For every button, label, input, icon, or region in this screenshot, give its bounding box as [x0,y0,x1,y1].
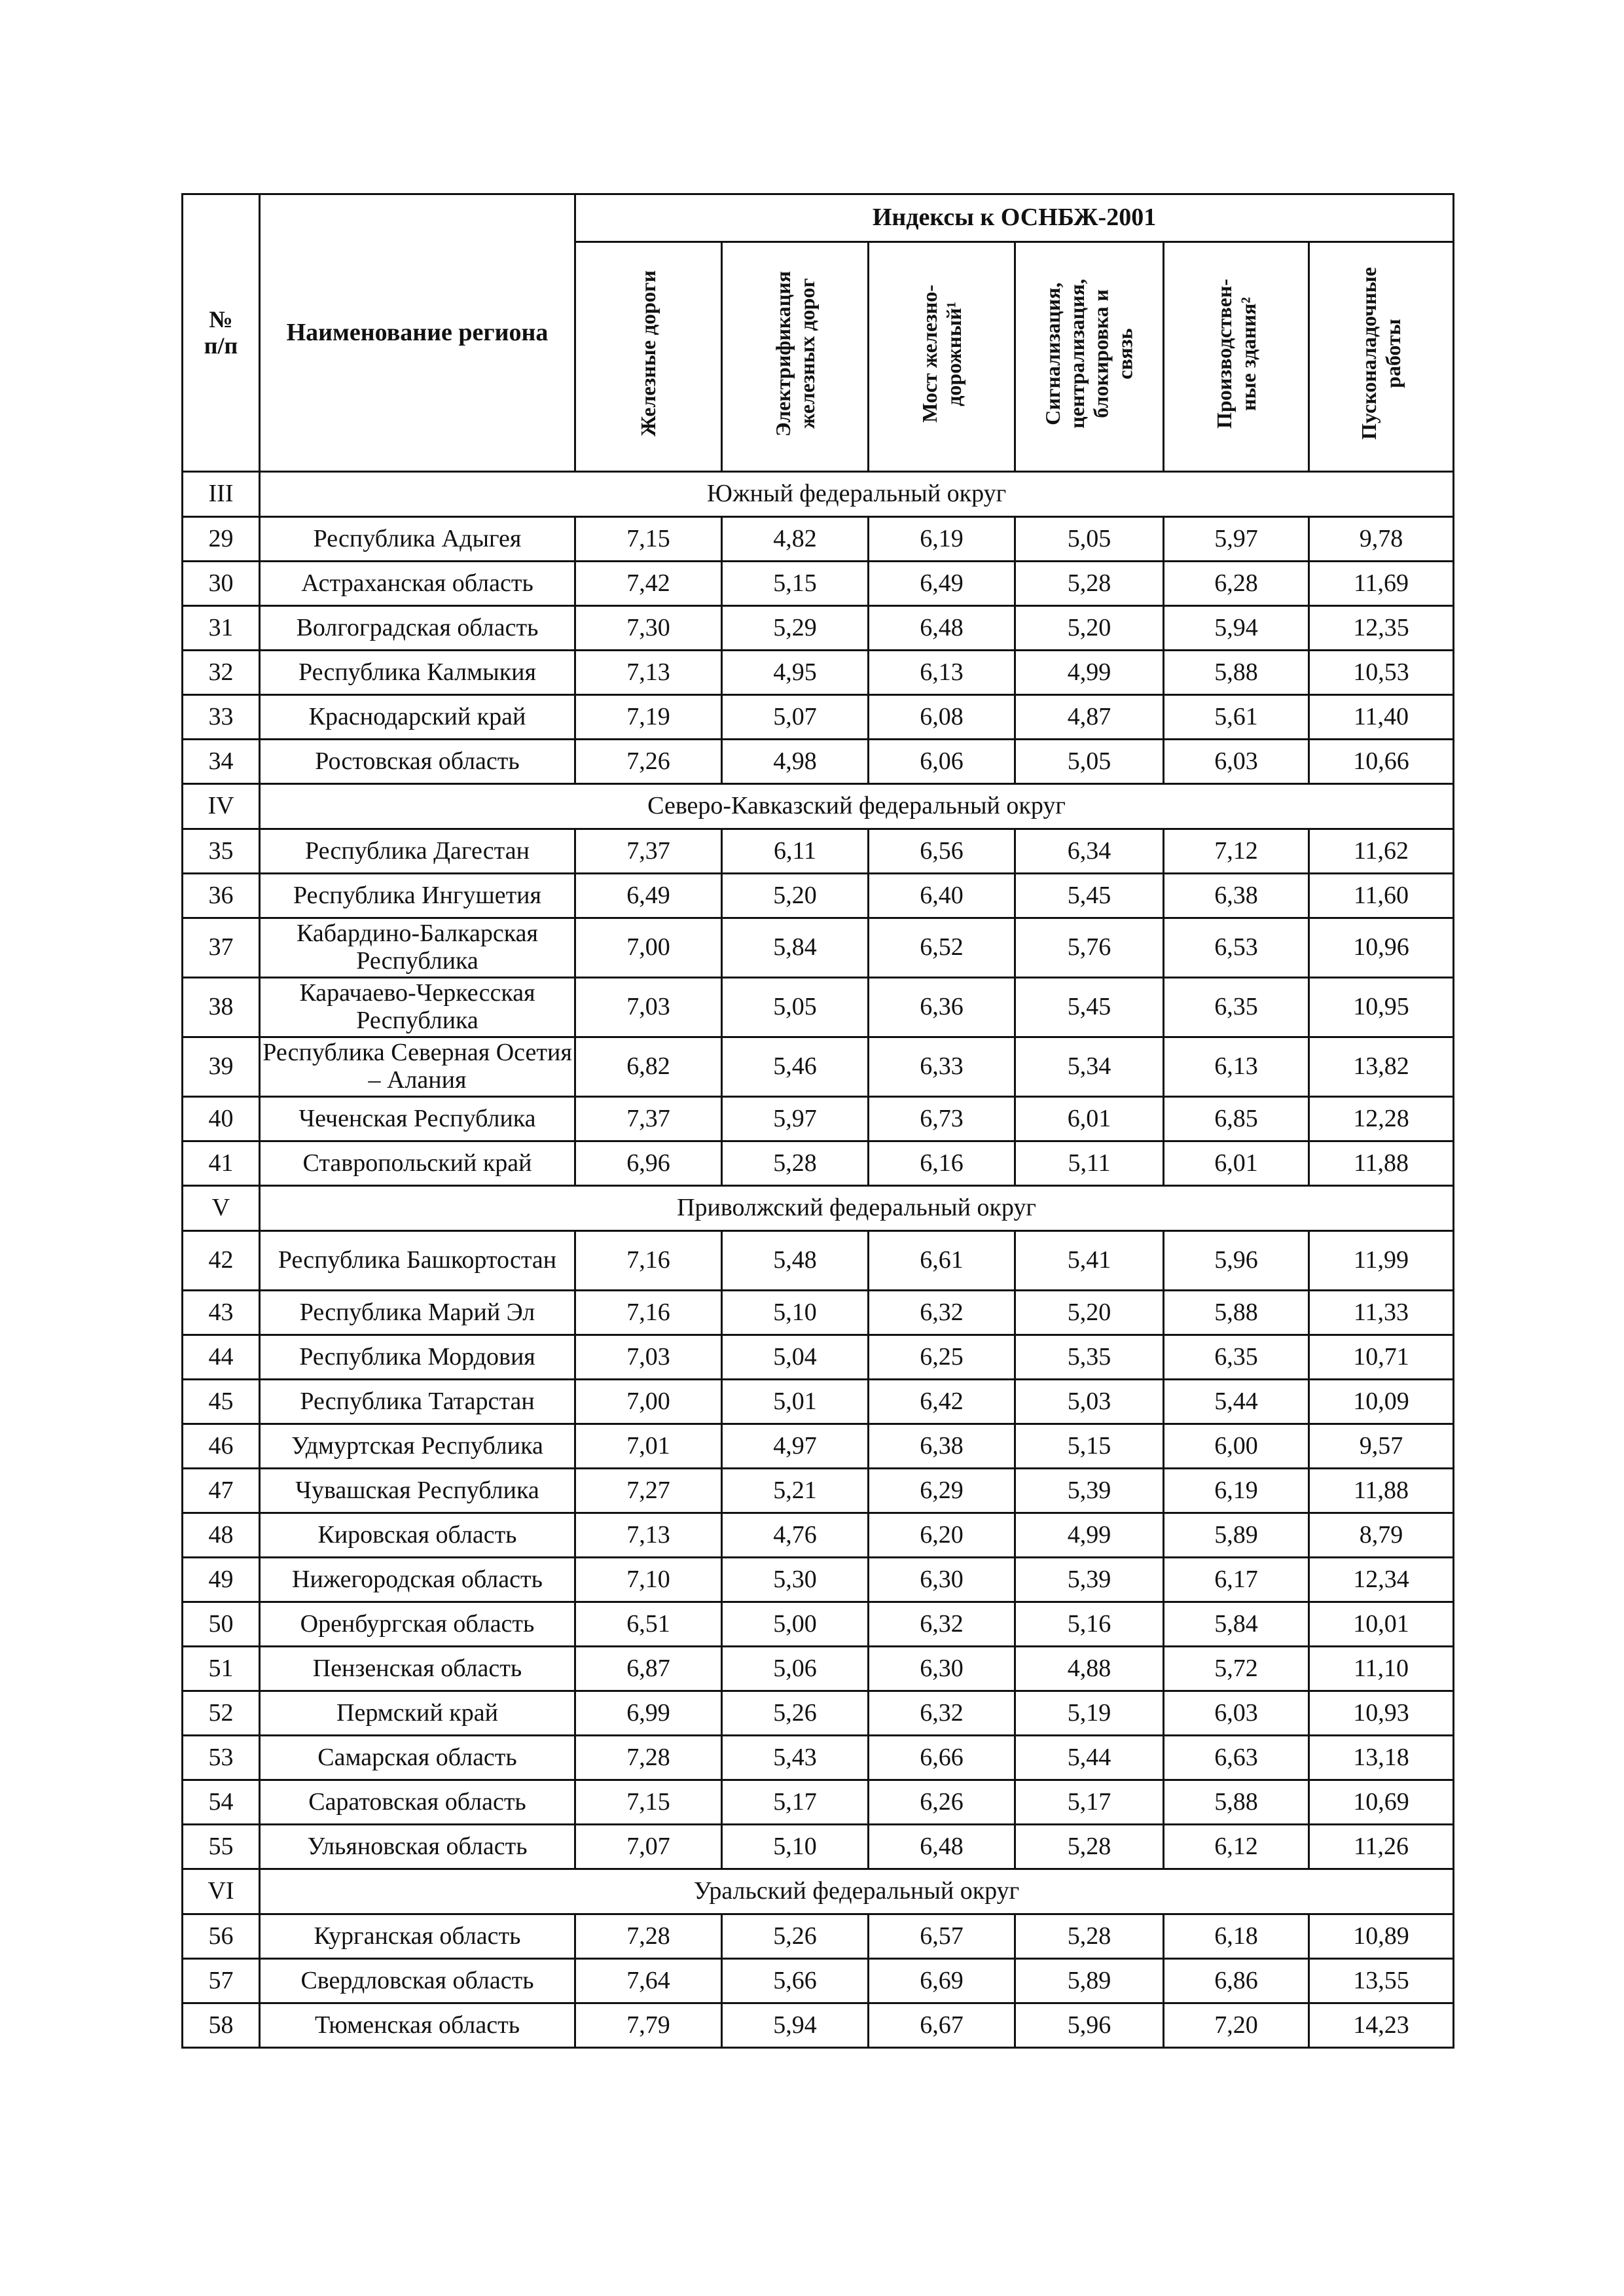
index-value: 7,13 [575,1513,722,1558]
section-district-title: Уральский федеральный округ [260,1869,1454,1914]
row-number: 58 [183,2003,260,2048]
index-value: 11,10 [1309,1647,1454,1691]
index-value: 6,85 [1164,1097,1309,1141]
index-value: 5,39 [1015,1558,1164,1602]
index-value: 5,39 [1015,1469,1164,1513]
index-value: 10,93 [1309,1691,1454,1736]
table-row [183,695,1454,740]
table-row [183,562,1454,606]
region-name: Удмуртская Республика [260,1424,575,1469]
row-number: 57 [183,1959,260,2003]
index-value: 5,26 [722,1914,869,1959]
index-value: 10,96 [1309,918,1454,978]
section-header-row [183,1869,1454,1914]
index-value: 5,72 [1164,1647,1309,1691]
index-value: 6,17 [1164,1558,1309,1602]
index-value: 7,00 [575,1380,722,1424]
index-value: 5,05 [1015,517,1164,562]
index-value: 6,66 [869,1736,1015,1780]
index-value: 6,99 [575,1691,722,1736]
index-value: 9,57 [1309,1424,1454,1469]
section-roman-numeral: IV [183,784,260,829]
index-value: 8,79 [1309,1513,1454,1558]
index-value: 5,29 [722,606,869,651]
row-number: 30 [183,562,260,606]
region-name: Ростовская область [260,740,575,784]
row-number: 31 [183,606,260,651]
section-district-title: Южный федеральный округ [260,472,1454,517]
index-value: 6,29 [869,1469,1015,1513]
header-col-label: Электрификация железных дорог [770,270,819,437]
index-value: 7,15 [575,517,722,562]
table-row [183,829,1454,874]
index-value: 6,06 [869,740,1015,784]
index-value: 7,79 [575,2003,722,2048]
section-district-title: Северо-Кавказский федеральный округ [260,784,1454,829]
row-number: 39 [183,1037,260,1097]
index-value: 5,16 [1015,1602,1164,1647]
table-row [183,874,1454,918]
index-value: 10,01 [1309,1602,1454,1647]
index-value: 6,35 [1164,978,1309,1037]
index-value: 5,28 [1015,1825,1164,1869]
index-value: 6,20 [869,1513,1015,1558]
table-body [183,472,1454,2048]
row-number: 48 [183,1513,260,1558]
index-value: 6,53 [1164,918,1309,978]
index-value: 4,82 [722,517,869,562]
index-value: 5,05 [722,978,869,1037]
region-name: Республика Северная Осетия – Алания [260,1037,575,1097]
header-number: № п/п [183,194,260,472]
index-value: 5,88 [1164,1291,1309,1335]
index-value: 5,94 [1164,606,1309,651]
header-col-bridge [869,242,1015,472]
index-value: 6,49 [869,562,1015,606]
index-value: 12,34 [1309,1558,1454,1602]
index-value: 5,84 [1164,1602,1309,1647]
index-value: 6,32 [869,1291,1015,1335]
index-value: 5,17 [1015,1780,1164,1825]
table-row [183,517,1454,562]
index-value: 6,32 [869,1602,1015,1647]
index-value: 5,41 [1015,1231,1164,1291]
table-row [183,1141,1454,1186]
index-value: 5,05 [1015,740,1164,784]
index-value: 6,48 [869,606,1015,651]
index-value: 11,88 [1309,1469,1454,1513]
index-value: 6,73 [869,1097,1015,1141]
table-row [183,651,1454,695]
table-row [183,1602,1454,1647]
region-name: Республика Адыгея [260,517,575,562]
row-number: 45 [183,1380,260,1424]
header-index-group: Индексы к ОСНБЖ-2001 [575,194,1454,242]
header-col-industrial-buildings [1164,242,1309,472]
index-value: 5,76 [1015,918,1164,978]
index-value: 6,12 [1164,1825,1309,1869]
index-value: 5,00 [722,1602,869,1647]
row-number: 55 [183,1825,260,1869]
header-col-label: Пусконаладочные работы [1357,267,1405,440]
table-row [183,1424,1454,1469]
index-value: 6,30 [869,1647,1015,1691]
table-row [183,1780,1454,1825]
index-value: 11,33 [1309,1291,1454,1335]
row-number: 33 [183,695,260,740]
index-value: 7,15 [575,1780,722,1825]
index-value: 6,52 [869,918,1015,978]
index-value: 11,69 [1309,562,1454,606]
index-value: 11,40 [1309,695,1454,740]
section-header-row [183,1186,1454,1231]
table-row [183,2003,1454,2048]
index-value: 6,03 [1164,1691,1309,1736]
index-value: 6,67 [869,2003,1015,2048]
index-value: 5,44 [1015,1736,1164,1780]
region-name: Республика Калмыкия [260,651,575,695]
index-value: 6,51 [575,1602,722,1647]
index-value: 4,76 [722,1513,869,1558]
index-value: 5,89 [1015,1959,1164,2003]
regional-index-table [181,193,1454,2049]
row-number: 38 [183,978,260,1037]
row-number: 44 [183,1335,260,1380]
table-row [183,606,1454,651]
index-value: 12,28 [1309,1097,1454,1141]
index-value: 7,03 [575,978,722,1037]
index-value: 5,45 [1015,874,1164,918]
region-name: Краснодарский край [260,695,575,740]
index-value: 5,20 [722,874,869,918]
region-name: Волгоградская область [260,606,575,651]
header-col-electrification [722,242,869,472]
section-roman-numeral: V [183,1186,260,1231]
region-name: Самарская область [260,1736,575,1780]
row-number: 41 [183,1141,260,1186]
index-value: 6,01 [1015,1097,1164,1141]
index-value: 6,42 [869,1380,1015,1424]
index-value: 6,48 [869,1825,1015,1869]
table-row [183,740,1454,784]
index-value: 7,64 [575,1959,722,2003]
region-name: Республика Ингушетия [260,874,575,918]
index-value: 5,28 [722,1141,869,1186]
index-value: 5,48 [722,1231,869,1291]
index-value: 5,66 [722,1959,869,2003]
index-value: 7,37 [575,1097,722,1141]
index-value: 5,06 [722,1647,869,1691]
index-value: 6,19 [869,517,1015,562]
section-roman-numeral: III [183,472,260,517]
index-value: 6,38 [869,1424,1015,1469]
index-value: 4,99 [1015,651,1164,695]
region-name: Тюменская область [260,2003,575,2048]
index-value: 6,08 [869,695,1015,740]
table-row [183,1335,1454,1380]
header-col-railways [575,242,722,472]
table-row [183,1691,1454,1736]
table-row [183,978,1454,1037]
region-name: Республика Татарстан [260,1380,575,1424]
region-name: Ставропольский край [260,1141,575,1186]
index-value: 7,16 [575,1231,722,1291]
row-number: 43 [183,1291,260,1335]
table-row [183,1037,1454,1097]
index-value: 10,53 [1309,651,1454,695]
index-value: 6,34 [1015,829,1164,874]
index-value: 5,97 [1164,517,1309,562]
region-name: Свердловская область [260,1959,575,2003]
index-value: 5,17 [722,1780,869,1825]
index-value: 5,03 [1015,1380,1164,1424]
header-region-name: Наименование региона [260,194,575,472]
index-value: 5,15 [1015,1424,1164,1469]
row-number: 40 [183,1097,260,1141]
index-value: 5,61 [1164,695,1309,740]
table-row [183,918,1454,978]
index-value: 6,49 [575,874,722,918]
row-number: 34 [183,740,260,784]
table-row [183,1558,1454,1602]
index-value: 6,61 [869,1231,1015,1291]
index-value: 4,98 [722,740,869,784]
index-value: 7,16 [575,1291,722,1335]
region-name: Республика Башкортостан [260,1231,575,1291]
table-row [183,1825,1454,1869]
index-value: 7,10 [575,1558,722,1602]
section-district-title: Приволжский федеральный округ [260,1186,1454,1231]
index-value: 10,89 [1309,1914,1454,1959]
index-value: 5,96 [1015,2003,1164,2048]
index-value: 11,26 [1309,1825,1454,1869]
table-row [183,1914,1454,1959]
index-value: 5,11 [1015,1141,1164,1186]
index-value: 14,23 [1309,2003,1454,2048]
index-value: 7,37 [575,829,722,874]
table-row [183,1513,1454,1558]
row-number: 52 [183,1691,260,1736]
index-value: 5,43 [722,1736,869,1780]
row-number: 53 [183,1736,260,1780]
index-value: 10,66 [1309,740,1454,784]
index-value: 5,07 [722,695,869,740]
index-value: 5,15 [722,562,869,606]
index-value: 6,28 [1164,562,1309,606]
index-value: 10,09 [1309,1380,1454,1424]
index-value: 10,71 [1309,1335,1454,1380]
index-value: 6,00 [1164,1424,1309,1469]
index-value: 5,01 [722,1380,869,1424]
table-row [183,1291,1454,1335]
region-name: Кировская область [260,1513,575,1558]
index-value: 6,40 [869,874,1015,918]
index-value: 7,28 [575,1914,722,1959]
index-value: 11,60 [1309,874,1454,918]
index-value: 5,26 [722,1691,869,1736]
index-value: 6,32 [869,1691,1015,1736]
index-value: 6,69 [869,1959,1015,2003]
index-value: 5,97 [722,1097,869,1141]
index-value: 6,13 [1164,1037,1309,1097]
index-value: 7,12 [1164,829,1309,874]
row-number: 46 [183,1424,260,1469]
region-name: Республика Мордовия [260,1335,575,1380]
index-value: 5,28 [1015,562,1164,606]
region-name: Ульяновская область [260,1825,575,1869]
index-value: 6,82 [575,1037,722,1097]
table-row [183,1959,1454,2003]
index-value: 4,88 [1015,1647,1164,1691]
index-value: 5,30 [722,1558,869,1602]
index-value: 5,88 [1164,651,1309,695]
table-row [183,1097,1454,1141]
index-value: 11,62 [1309,829,1454,874]
index-value: 11,99 [1309,1231,1454,1291]
section-header-row [183,784,1454,829]
region-name: Пензенская область [260,1647,575,1691]
index-value: 5,96 [1164,1231,1309,1291]
region-name: Республика Марий Эл [260,1291,575,1335]
index-value: 4,95 [722,651,869,695]
index-value: 5,84 [722,918,869,978]
index-value: 9,78 [1309,517,1454,562]
index-value: 6,19 [1164,1469,1309,1513]
index-value: 7,42 [575,562,722,606]
index-value: 5,34 [1015,1037,1164,1097]
index-value: 5,20 [1015,606,1164,651]
index-value: 5,10 [722,1825,869,1869]
index-value: 4,99 [1015,1513,1164,1558]
index-value: 6,30 [869,1558,1015,1602]
index-value: 6,03 [1164,740,1309,784]
row-number: 56 [183,1914,260,1959]
table-row [183,1231,1454,1291]
index-value: 6,25 [869,1335,1015,1380]
row-number: 47 [183,1469,260,1513]
index-value: 7,19 [575,695,722,740]
index-value: 5,10 [722,1291,869,1335]
row-number: 42 [183,1231,260,1291]
row-number: 50 [183,1602,260,1647]
row-number: 29 [183,517,260,562]
region-name: Курганская область [260,1914,575,1959]
region-name: Чувашская Республика [260,1469,575,1513]
row-number: 36 [183,874,260,918]
index-value: 6,57 [869,1914,1015,1959]
index-value: 5,35 [1015,1335,1164,1380]
table-row [183,1469,1454,1513]
region-name: Астраханская область [260,562,575,606]
row-number: 49 [183,1558,260,1602]
region-name: Пермский край [260,1691,575,1736]
index-value: 5,94 [722,2003,869,2048]
index-value: 11,88 [1309,1141,1454,1186]
index-value: 13,18 [1309,1736,1454,1780]
index-value: 7,26 [575,740,722,784]
index-value: 7,03 [575,1335,722,1380]
index-value: 13,55 [1309,1959,1454,2003]
index-value: 7,20 [1164,2003,1309,2048]
index-value: 6,63 [1164,1736,1309,1780]
index-value: 4,87 [1015,695,1164,740]
table-row [183,1736,1454,1780]
header-col-label: Мост железно- дорожный¹ [917,284,965,423]
region-name: Оренбургская область [260,1602,575,1647]
region-name: Чеченская Республика [260,1097,575,1141]
index-value: 5,19 [1015,1691,1164,1736]
index-value: 6,33 [869,1037,1015,1097]
section-header-row [183,472,1454,517]
index-value: 6,87 [575,1647,722,1691]
index-value: 6,96 [575,1141,722,1186]
table-row [183,1380,1454,1424]
index-value: 7,13 [575,651,722,695]
index-value: 6,18 [1164,1914,1309,1959]
index-value: 6,13 [869,651,1015,695]
region-name: Саратовская область [260,1780,575,1825]
index-value: 5,89 [1164,1513,1309,1558]
index-value: 5,28 [1015,1914,1164,1959]
index-value: 5,46 [722,1037,869,1097]
row-number: 32 [183,651,260,695]
index-value: 12,35 [1309,606,1454,651]
index-value: 6,36 [869,978,1015,1037]
index-value: 5,04 [722,1335,869,1380]
row-number: 37 [183,918,260,978]
index-value: 10,95 [1309,978,1454,1037]
index-value: 7,01 [575,1424,722,1469]
header-col-label: Сигнализация, централизация, блокировка и связь [1041,278,1137,429]
index-value: 4,97 [722,1424,869,1469]
index-value: 6,35 [1164,1335,1309,1380]
region-name: Республика Дагестан [260,829,575,874]
header-col-label: Производствен- ные здания² [1212,278,1260,429]
index-value: 7,27 [575,1469,722,1513]
index-value: 5,45 [1015,978,1164,1037]
region-name: Нижегородская область [260,1558,575,1602]
index-value: 6,11 [722,829,869,874]
row-number: 54 [183,1780,260,1825]
index-value: 6,56 [869,829,1015,874]
index-value: 7,00 [575,918,722,978]
index-value: 5,21 [722,1469,869,1513]
index-value: 6,38 [1164,874,1309,918]
index-value: 5,88 [1164,1780,1309,1825]
index-value: 6,26 [869,1780,1015,1825]
index-value: 6,01 [1164,1141,1309,1186]
table-row [183,1647,1454,1691]
index-value: 6,86 [1164,1959,1309,2003]
index-value: 7,28 [575,1736,722,1780]
header-col-label: Железные дороги [636,270,660,437]
index-value: 5,20 [1015,1291,1164,1335]
region-name: Кабардино-Балкарская Республика [260,918,575,978]
header-col-signaling [1015,242,1164,472]
index-value: 6,16 [869,1141,1015,1186]
row-number: 35 [183,829,260,874]
region-name: Карачаево-Черкесская Республика [260,978,575,1037]
index-value: 7,07 [575,1825,722,1869]
index-value: 10,69 [1309,1780,1454,1825]
index-value: 7,30 [575,606,722,651]
row-number: 51 [183,1647,260,1691]
index-value: 13,82 [1309,1037,1454,1097]
header-col-commissioning [1309,242,1454,472]
index-value: 5,44 [1164,1380,1309,1424]
section-roman-numeral: VI [183,1869,260,1914]
